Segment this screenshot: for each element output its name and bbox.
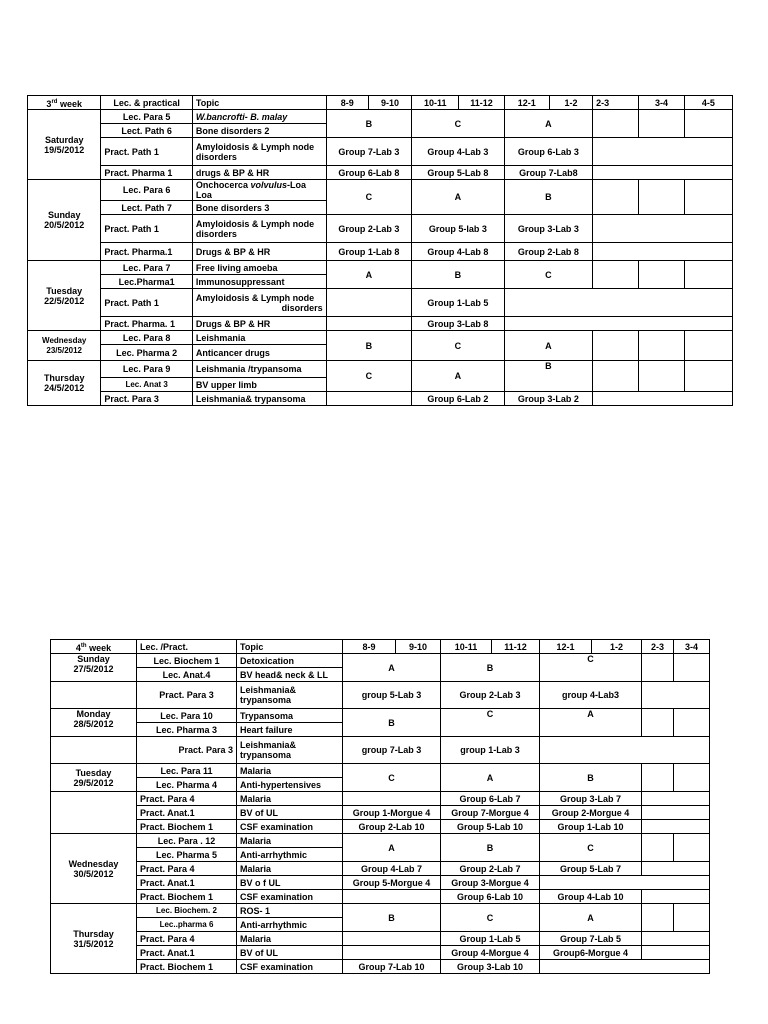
activity-cell: Pract. Path 1 xyxy=(101,138,193,166)
slot-cell: B xyxy=(343,904,441,932)
slot-cell: Group 2-Lab 3 xyxy=(441,682,540,709)
slot-cell: Group 5-Lab 10 xyxy=(441,820,540,834)
week3-schedule-table xyxy=(27,95,733,406)
topic-cell: W.bancrofti- B. malay xyxy=(192,110,326,124)
empty-cell xyxy=(639,180,684,215)
empty-cell xyxy=(674,834,710,862)
empty-cell xyxy=(642,806,710,820)
day-cell xyxy=(28,180,101,261)
slot-cell: A xyxy=(540,709,642,737)
day-name: Sunday xyxy=(47,210,81,220)
empty-cell xyxy=(504,317,732,331)
day-name: Tuesday xyxy=(75,767,112,778)
time-header: 12-1 xyxy=(504,96,549,110)
activity-cell: Lec. Biochem. 2 xyxy=(137,904,237,918)
slot-cell: B xyxy=(326,110,411,138)
empty-cell xyxy=(642,862,710,876)
day-cell xyxy=(51,654,137,682)
activity-cell: Pract. Biochem 1 xyxy=(137,960,237,974)
slot-cell: Group 5-Morgue 4 xyxy=(343,876,441,890)
topic-cell: Heart failure xyxy=(237,723,343,737)
activity-header: Lec. & practical xyxy=(101,96,193,110)
day-date: 30/5/2012 xyxy=(73,868,114,879)
topic-cell: Leishmania& trypansoma xyxy=(237,737,343,764)
table-row xyxy=(51,904,710,918)
day-date: 23/5/2012 xyxy=(46,345,82,355)
empty-cell xyxy=(642,946,710,960)
day-name: Thursday xyxy=(43,373,85,383)
day-name: Monday xyxy=(76,709,111,719)
slot-cell: C xyxy=(540,654,642,682)
slot-cell: Group 7-Lab 3 xyxy=(326,138,411,166)
day-date: 27/5/2012 xyxy=(73,664,114,674)
slot-cell: Group 6-Lab 3 xyxy=(504,138,592,166)
table-row xyxy=(28,361,733,378)
table-row xyxy=(28,331,733,345)
topic-cell: Leishmania& trypansoma xyxy=(192,392,326,406)
time-header: 11-12 xyxy=(459,96,504,110)
slot-cell: Group 3-Lab 8 xyxy=(412,317,505,331)
slot-cell: Group6-Morgue 4 xyxy=(540,946,642,960)
table-row xyxy=(28,392,733,406)
slot-cell: Group 2-Lab 3 xyxy=(326,215,411,243)
topic-cell: Anti-arrhythmic xyxy=(237,848,343,862)
slot-cell: Group 2-Lab 8 xyxy=(504,243,592,261)
time-header: 11-12 xyxy=(492,640,540,654)
table-row xyxy=(28,180,733,201)
slot-cell: C xyxy=(441,709,540,737)
header-row xyxy=(28,96,733,110)
activity-cell: Lec. Pharma 4 xyxy=(137,778,237,792)
slot-cell: A xyxy=(441,764,540,792)
day-date: 28/5/2012 xyxy=(73,719,114,729)
time-header: 3-4 xyxy=(639,96,684,110)
empty-cell xyxy=(642,904,674,932)
day-date: 19/5/2012 xyxy=(44,144,85,155)
activity-header: Lec. /Pract. xyxy=(137,640,237,654)
topic-cell: CSF examination xyxy=(237,960,343,974)
slot-cell: Group 6-Lab 2 xyxy=(412,392,505,406)
topic-line: disorders xyxy=(281,302,323,313)
table-row xyxy=(28,243,733,261)
slot-cell: A xyxy=(343,654,441,682)
table-row xyxy=(28,166,733,180)
empty-cell xyxy=(674,709,710,737)
ordinal-suffix: th xyxy=(80,642,87,649)
activity-cell: Lec. Biochem 1 xyxy=(137,654,237,668)
slot-cell: A xyxy=(343,834,441,862)
activity-cell: Pract. Para 3 xyxy=(137,737,237,764)
table-row xyxy=(28,215,733,243)
activity-cell: Lec. Pharma 3 xyxy=(137,723,237,737)
time-header: 2-3 xyxy=(593,96,639,110)
topic-line: Amyloidosis & Lymph node xyxy=(195,292,315,303)
empty-cell xyxy=(684,331,732,361)
empty-cell xyxy=(51,792,137,834)
slot-cell: C xyxy=(441,904,540,932)
activity-cell: Lec.Pharma1 xyxy=(101,275,193,289)
day-cell xyxy=(51,764,137,792)
activity-cell: Pract. Para 3 xyxy=(137,682,237,709)
time-header: 9-10 xyxy=(396,640,441,654)
empty-cell xyxy=(593,180,639,215)
table-row xyxy=(51,654,710,668)
slot-cell: Group 6-Lab 7 xyxy=(441,792,540,806)
empty-cell xyxy=(642,820,710,834)
topic-part: Onchocerca xyxy=(195,180,251,190)
slot-cell: B xyxy=(504,361,592,392)
empty-cell xyxy=(642,932,710,946)
slot-cell: Group 5-Lab 8 xyxy=(412,166,505,180)
day-name: Thursday xyxy=(73,928,114,939)
day-name: Sunday xyxy=(77,654,110,664)
slot-cell: Group 3-Lab 3 xyxy=(504,215,592,243)
slot-cell: group 4-Lab3 xyxy=(540,682,642,709)
empty-cell xyxy=(343,890,441,904)
topic-cell: Bone disorders 2 xyxy=(192,124,326,138)
empty-cell xyxy=(674,764,710,792)
empty-cell xyxy=(326,289,411,317)
topic-cell: Malaria xyxy=(237,764,343,778)
slot-cell: Group 3-Morgue 4 xyxy=(441,876,540,890)
empty-cell xyxy=(343,932,441,946)
slot-cell: Group 1-Lab 5 xyxy=(412,289,505,317)
table-row xyxy=(51,682,710,709)
topic-cell: Malaria xyxy=(237,834,343,848)
activity-cell: Lec. Anat.4 xyxy=(137,668,237,682)
table-row xyxy=(51,806,710,820)
activity-cell: Lect. Path 6 xyxy=(101,124,193,138)
table-row xyxy=(51,764,710,778)
slot-cell: Group 3-Lab 10 xyxy=(441,960,540,974)
table-row xyxy=(51,876,710,890)
slot-cell: A xyxy=(504,331,592,361)
activity-cell: Pract. Path 1 xyxy=(101,215,193,243)
activity-cell: Pract. Anat.1 xyxy=(137,876,237,890)
week-title: 4th week xyxy=(51,640,137,654)
table-row xyxy=(28,110,733,124)
activity-cell: Pract. Pharma. 1 xyxy=(101,317,193,331)
empty-cell xyxy=(593,331,639,361)
day-cell xyxy=(51,904,137,974)
activity-cell: Lec. Anat 3 xyxy=(101,378,193,392)
empty-cell xyxy=(639,361,684,392)
time-header: 12-1 xyxy=(540,640,592,654)
activity-cell: Lec. Para 5 xyxy=(101,110,193,124)
empty-cell xyxy=(593,261,639,289)
empty-cell xyxy=(593,243,733,261)
table-row xyxy=(51,946,710,960)
topic-part: volvulus xyxy=(250,180,287,190)
time-header: 1-2 xyxy=(592,640,642,654)
topic-cell: BV head& neck & LL xyxy=(237,668,343,682)
topic-cell: Detoxication xyxy=(237,654,343,668)
empty-cell xyxy=(674,654,710,682)
empty-cell xyxy=(540,737,710,764)
empty-cell xyxy=(684,180,732,215)
empty-cell xyxy=(642,834,674,862)
empty-cell xyxy=(540,960,710,974)
empty-cell xyxy=(639,331,684,361)
topic-cell: ROS- 1 xyxy=(237,904,343,918)
table-row xyxy=(51,709,710,723)
slot-cell: Group 6-Lab 10 xyxy=(441,890,540,904)
empty-cell xyxy=(593,166,733,180)
empty-cell xyxy=(642,792,710,806)
slot-cell: Group 1-Morgue 4 xyxy=(343,806,441,820)
empty-cell xyxy=(642,709,674,737)
slot-cell: A xyxy=(504,110,592,138)
slot-cell: A xyxy=(412,180,505,215)
time-header: 3-4 xyxy=(674,640,710,654)
day-cell xyxy=(51,834,137,904)
day-name: Saturday xyxy=(44,134,84,145)
time-header: 10-11 xyxy=(441,640,492,654)
activity-cell: Pract. Pharma.1 xyxy=(101,243,193,261)
activity-cell: Pract. Para 3 xyxy=(101,392,193,406)
topic-cell: Anticancer drugs xyxy=(192,345,326,361)
slot-cell: Group 4-Lab 7 xyxy=(343,862,441,876)
topic-cell: Leishmania /trypansoma xyxy=(192,361,326,378)
week-title: 3rd week xyxy=(28,96,101,110)
topic-cell: BV o f UL xyxy=(237,876,343,890)
slot-cell: Group 4-Lab 10 xyxy=(540,890,642,904)
day-name: Wednesday xyxy=(42,335,87,345)
slot-cell: B xyxy=(412,261,505,289)
topic-cell: Bone disorders 3 xyxy=(192,201,326,215)
empty-cell xyxy=(593,392,733,406)
topic-cell: Leishmania& trypansoma xyxy=(237,682,343,709)
slot-cell: C xyxy=(412,331,505,361)
slot-cell: Group 7-Morgue 4 xyxy=(441,806,540,820)
week4-schedule-table xyxy=(50,639,710,974)
activity-cell: Lec..pharma 6 xyxy=(137,918,237,932)
slot-cell: Group 3-Lab 7 xyxy=(540,792,642,806)
slot-cell: B xyxy=(441,654,540,682)
slot-cell: A xyxy=(540,904,642,932)
topic-cell: BV of UL xyxy=(237,946,343,960)
slot-cell: C xyxy=(412,110,505,138)
slot-cell: C xyxy=(343,764,441,792)
empty-cell xyxy=(642,682,710,709)
empty-cell xyxy=(343,946,441,960)
day-date: 24/5/2012 xyxy=(44,383,85,393)
activity-cell: Lec. Para 11 xyxy=(137,764,237,778)
slot-cell: Group 6-Lab 8 xyxy=(326,166,411,180)
topic-cell: Immunosuppressant xyxy=(192,275,326,289)
table-row xyxy=(51,834,710,848)
empty-cell xyxy=(642,654,674,682)
slot-cell: Group 2-Lab 7 xyxy=(441,862,540,876)
slot-cell: B xyxy=(504,180,592,215)
topic-cell: Malaria xyxy=(237,792,343,806)
topic-cell: Amyloidosis & Lymph node disorders xyxy=(192,215,326,243)
topic-cell: Free living amoeba xyxy=(192,261,326,275)
activity-cell: Lec. Para 9 xyxy=(101,361,193,378)
topic-header: Topic xyxy=(192,96,326,110)
slot-cell: Group 4-Lab 8 xyxy=(412,243,505,261)
table-row xyxy=(51,862,710,876)
empty-cell xyxy=(684,261,732,289)
slot-cell: A xyxy=(412,361,505,392)
activity-cell: Lect. Path 7 xyxy=(101,201,193,215)
day-date: 29/5/2012 xyxy=(73,777,114,788)
slot-cell: Group 1-Lab 5 xyxy=(441,932,540,946)
empty-cell xyxy=(593,110,639,138)
empty-cell xyxy=(51,682,137,709)
day-cell xyxy=(28,110,101,180)
table-row xyxy=(51,737,710,764)
activity-cell: Pract. Biochem 1 xyxy=(137,890,237,904)
topic-cell: BV of UL xyxy=(237,806,343,820)
topic-cell: Trypansoma xyxy=(237,709,343,723)
header-row xyxy=(51,640,710,654)
day-date: 20/5/2012 xyxy=(44,220,85,230)
slot-cell: C xyxy=(504,261,592,289)
day-name: Wednesday xyxy=(68,858,119,869)
topic-cell: Anti-arrhythmic xyxy=(237,918,343,932)
topic-cell: BV upper limb xyxy=(192,378,326,392)
topic-cell xyxy=(192,180,326,201)
slot-cell: B xyxy=(540,764,642,792)
table-row xyxy=(28,261,733,275)
slot-cell: Group 2-Morgue 4 xyxy=(540,806,642,820)
empty-cell xyxy=(684,361,732,392)
time-header: 8-9 xyxy=(326,96,368,110)
slot-cell: C xyxy=(326,361,411,392)
day-cell xyxy=(28,361,101,406)
slot-cell: C xyxy=(326,180,411,215)
empty-cell xyxy=(51,737,137,764)
day-cell xyxy=(51,709,137,737)
empty-cell xyxy=(343,792,441,806)
slot-cell: Group 1-Lab 8 xyxy=(326,243,411,261)
activity-cell: Pract. Para 4 xyxy=(137,792,237,806)
topic-cell: CSF examination xyxy=(237,820,343,834)
slot-cell: Group 7-Lab 5 xyxy=(540,932,642,946)
topic-cell: Malaria xyxy=(237,862,343,876)
time-header: 1-2 xyxy=(549,96,592,110)
slot-cell: Group 1-Lab 10 xyxy=(540,820,642,834)
slot-cell: B xyxy=(441,834,540,862)
topic-header: Topic xyxy=(237,640,343,654)
slot-cell: group 7-Lab 3 xyxy=(343,737,441,764)
topic-cell: Drugs & BP & HR xyxy=(192,317,326,331)
empty-cell xyxy=(593,361,639,392)
empty-cell xyxy=(684,110,732,138)
slot-cell: group 1-Lab 3 xyxy=(441,737,540,764)
slot-cell: Group 3-Lab 2 xyxy=(504,392,592,406)
topic-cell: Amyloidosis & Lymph node disorders xyxy=(192,138,326,166)
day-name: Tuesday xyxy=(46,285,83,296)
empty-cell xyxy=(593,215,733,243)
topic-cell: CSF examination xyxy=(237,890,343,904)
topic-cell xyxy=(192,289,326,317)
empty-cell xyxy=(639,110,684,138)
activity-cell: Pract. Anat.1 xyxy=(137,806,237,820)
topic-cell: Malaria xyxy=(237,932,343,946)
empty-cell xyxy=(674,904,710,932)
activity-cell: Lec. Para 10 xyxy=(137,709,237,723)
day-date: 31/5/2012 xyxy=(73,938,114,949)
activity-cell: Lec. Pharma 5 xyxy=(137,848,237,862)
slot-cell: B xyxy=(343,709,441,737)
slot-cell: Group 7-Lab8 xyxy=(504,166,592,180)
topic-part: -Loa Loa xyxy=(195,180,306,200)
slot-cell: Group 7-Lab 10 xyxy=(343,960,441,974)
activity-cell: Pract. Para 4 xyxy=(137,862,237,876)
empty-cell xyxy=(593,138,733,166)
topic-cell: Drugs & BP & HR xyxy=(192,243,326,261)
slot-cell: Group 4-Lab 3 xyxy=(412,138,505,166)
time-header: 10-11 xyxy=(412,96,459,110)
slot-cell: Group 2-Lab 10 xyxy=(343,820,441,834)
slot-cell: Group 5-Lab 7 xyxy=(540,862,642,876)
table-row xyxy=(51,890,710,904)
empty-cell xyxy=(639,261,684,289)
slot-cell: A xyxy=(326,261,411,289)
slot-cell: Group 5-lab 3 xyxy=(412,215,505,243)
activity-cell: Pract. Para 4 xyxy=(137,932,237,946)
empty-cell xyxy=(642,890,710,904)
table-row xyxy=(51,820,710,834)
activity-cell: Lec. Para 6 xyxy=(101,180,193,201)
topic-cell: drugs & BP & HR xyxy=(192,166,326,180)
time-header: 8-9 xyxy=(343,640,396,654)
table-row xyxy=(51,792,710,806)
table-row xyxy=(51,932,710,946)
slot-cell: group 5-Lab 3 xyxy=(343,682,441,709)
activity-cell: Lec. Para 8 xyxy=(101,331,193,345)
day-date: 22/5/2012 xyxy=(44,295,85,306)
empty-cell xyxy=(326,317,411,331)
table-row xyxy=(28,289,733,317)
slot-cell: C xyxy=(540,834,642,862)
time-header: 2-3 xyxy=(642,640,674,654)
empty-cell xyxy=(540,876,710,890)
empty-cell xyxy=(504,289,732,317)
activity-cell: Lec. Pharma 2 xyxy=(101,345,193,361)
topic-cell: Leishmania xyxy=(192,331,326,345)
slot-cell: Group 4-Morgue 4 xyxy=(441,946,540,960)
time-header: 9-10 xyxy=(368,96,411,110)
activity-cell: Lec. Para . 12 xyxy=(137,834,237,848)
day-cell xyxy=(28,261,101,331)
empty-cell xyxy=(326,392,411,406)
slot-cell: B xyxy=(326,331,411,361)
empty-cell xyxy=(642,764,674,792)
time-header: 4-5 xyxy=(684,96,732,110)
activity-cell: Pract. Pharma 1 xyxy=(101,166,193,180)
table-row xyxy=(51,960,710,974)
activity-cell: Pract. Biochem 1 xyxy=(137,820,237,834)
activity-cell: Pract. Path 1 xyxy=(101,289,193,317)
ordinal-suffix: rd xyxy=(51,98,58,105)
table-row xyxy=(28,317,733,331)
activity-cell: Lec. Para 7 xyxy=(101,261,193,275)
topic-cell: Anti-hypertensives xyxy=(237,778,343,792)
day-cell xyxy=(28,331,101,361)
table-row xyxy=(28,138,733,166)
activity-cell: Pract. Anat.1 xyxy=(137,946,237,960)
